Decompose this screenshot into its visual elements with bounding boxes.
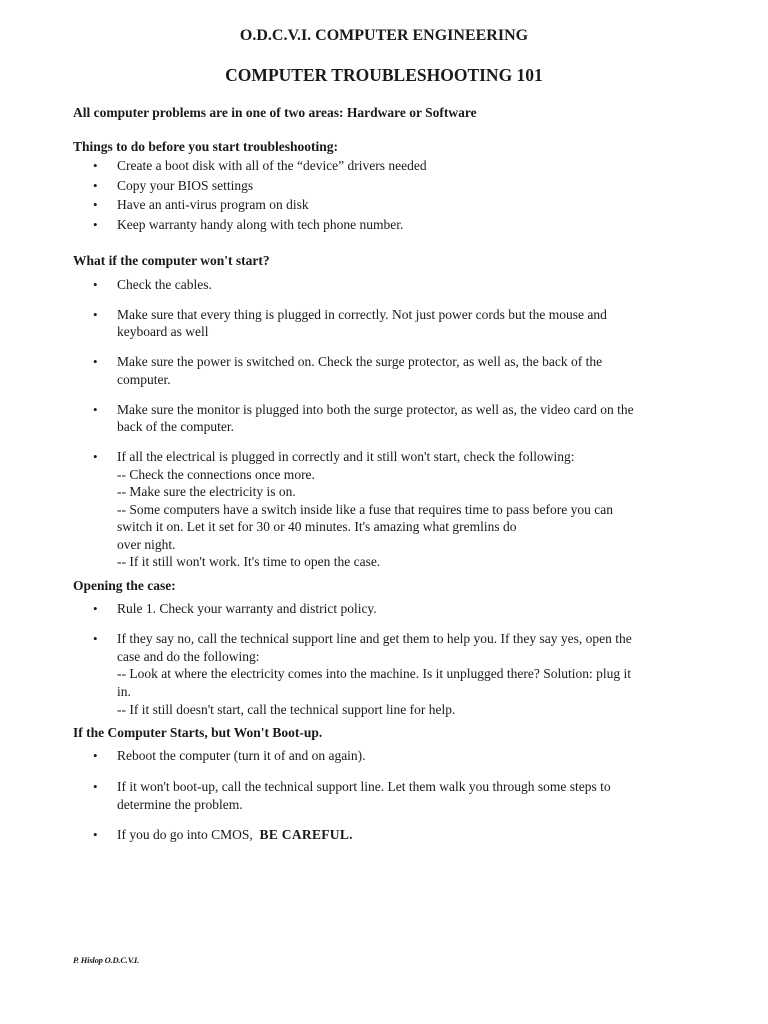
bullet-icon: • xyxy=(93,748,98,763)
bullet-icon: • xyxy=(93,449,98,464)
document-title: COMPUTER TROUBLESHOOTING 101 xyxy=(225,65,543,85)
bullet-icon: • xyxy=(93,277,98,292)
bullet-icon: • xyxy=(93,402,98,417)
list-item: Rule 1. Check your warranty and district policy. xyxy=(117,601,377,616)
list-item-continuation: keyboard as well xyxy=(117,324,209,339)
list-item-continuation: determine the problem. xyxy=(117,797,243,812)
list-item: Copy your BIOS settings xyxy=(117,178,254,193)
list-item-continuation: -- If it still won't work. It's time to open the case. xyxy=(117,554,381,569)
bullet-icon: • xyxy=(93,779,98,794)
list-item-continuation: -- Some computers have a switch inside like a fuse that requires time to pass before you can xyxy=(117,502,613,517)
bullet-icon: • xyxy=(93,307,98,322)
list-item: Check the cables. xyxy=(117,277,212,292)
cmos-text: If you do go into CMOS, xyxy=(117,827,260,842)
bullet-icon: • xyxy=(93,827,98,842)
list-item: If they say no, call the technical support line and get them to help you. If they say yes, open the xyxy=(117,631,632,646)
list-item: If all the electrical is plugged in correctly and it still won't start, check the following: xyxy=(117,449,575,464)
section-heading-wont-start: What if the computer won't start? xyxy=(73,253,270,268)
section-heading-boot: If the Computer Starts, but Won't Boot-up. xyxy=(73,725,323,740)
list-item-continuation: over night. xyxy=(117,537,176,552)
list-item xyxy=(117,826,353,843)
bullet-icon: • xyxy=(93,354,98,369)
bullet-icon: • xyxy=(93,601,98,616)
list-item: Make sure that every thing is plugged in correctly. Not just power cords but the mouse and xyxy=(117,307,607,322)
list-item-continuation: -- If it still doesn't start, call the technical support line for help. xyxy=(117,702,456,717)
list-item-continuation: -- Look at where the electricity comes into the machine. Is it unplugged there? Solution: plug it xyxy=(117,666,631,681)
bullet-icon: • xyxy=(93,197,98,212)
page-footer: P. Hislop O.D.C.V.I. xyxy=(73,955,140,965)
section-heading-before: Things to do before you start troubleshooting: xyxy=(73,139,339,154)
bullet-icon: • xyxy=(93,178,98,193)
section-heading-opening: Opening the case: xyxy=(73,578,176,593)
list-item: Create a boot disk with all of the “device” drivers needed xyxy=(117,158,427,173)
list-item-continuation: case and do the following: xyxy=(117,649,260,664)
list-item-continuation: computer. xyxy=(117,372,171,387)
list-item: Reboot the computer (turn it of and on again). xyxy=(117,748,366,763)
list-item: Make sure the power is switched on. Check the surge protector, as well as, the back of the xyxy=(117,354,603,369)
bullet-icon: • xyxy=(93,158,98,173)
bullet-icon: • xyxy=(93,631,98,646)
intro-statement: All computer problems are in one of two areas: Hardware or Software xyxy=(73,105,477,120)
list-item: If it won't boot-up, call the technical support line. Let them walk you through some steps to xyxy=(117,779,611,794)
list-item-continuation: -- Make sure the electricity is on. xyxy=(117,484,296,499)
cmos-warning: BE CAREFUL. xyxy=(259,827,353,842)
list-item-continuation: in. xyxy=(117,684,131,699)
list-item: Make sure the monitor is plugged into both the surge protector, as well as, the video card on the xyxy=(117,402,634,417)
list-item-continuation: back of the computer. xyxy=(117,419,234,434)
list-item-continuation: -- Check the connections once more. xyxy=(117,467,315,482)
bullet-icon: • xyxy=(93,217,98,232)
list-item: Have an anti-virus program on disk xyxy=(117,197,309,212)
list-item: Keep warranty handy along with tech phone number. xyxy=(117,217,404,232)
list-item-continuation: switch it on. Let it set for 30 or 40 minutes. It's amazing what gremlins do xyxy=(117,519,517,534)
org-heading: O.D.C.V.I. COMPUTER ENGINEERING xyxy=(239,27,529,44)
